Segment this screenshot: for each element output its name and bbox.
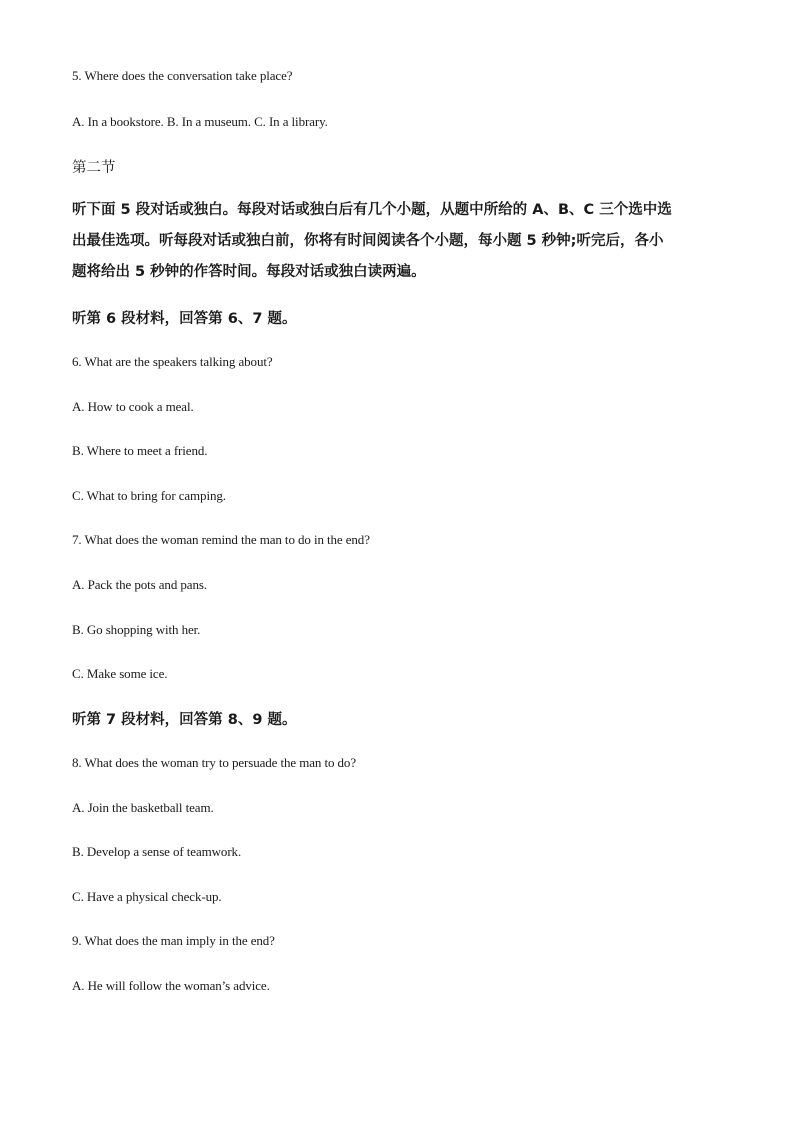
question-8-option-b: B. Develop a sense of teamwork. [72,844,242,859]
question-6-option-b: B. Where to meet a friend. [72,443,208,458]
question-8-option-c: C. Have a physical check-up. [72,889,222,904]
instruction-line: 听下面 5 段对话或独白。每段对话或独白后有几个小题，从题中所给的 A、B、C 三个选中选 [72,202,672,218]
section-title: 第二节 [72,160,116,176]
question-7-option-c: C. Make some ice. [72,666,168,681]
question-7-option-b: B. Go shopping with her. [72,622,201,637]
question-5: 5. Where does the conversation take place? [72,68,293,83]
question-6-option-c: C. What to bring for camping. [72,488,226,503]
group-6-heading: 听第 6 段材料，回答第 6、7 题。 [72,311,297,327]
question-5-options: A. In a bookstore. B. In a museum. C. In a library. [72,114,328,129]
question-6-option-a: A. How to cook a meal. [72,399,194,414]
instruction-line: 出最佳选项。听每段对话或独白前，你将有时间阅读各个小题，每小题 5 秒钟;听完后，各小 [72,233,664,249]
instruction-line: 题将给出 5 秒钟的作答时间。每段对话或独白读两遍。 [72,264,426,280]
section-instructions [72,195,724,288]
question-8: 8. What does the woman try to persuade the man to do? [72,755,356,770]
question-9: 9. What does the man imply in the end? [72,933,275,948]
question-6: 6. What are the speakers talking about? [72,354,273,369]
question-9-option-a: A. He will follow the woman’s advice. [72,978,270,993]
group-7-heading: 听第 7 段材料，回答第 8、9 题。 [72,712,297,728]
question-8-option-a: A. Join the basketball team. [72,800,214,815]
question-7: 7. What does the woman remind the man to do in the end? [72,532,370,547]
question-7-option-a: A. Pack the pots and pans. [72,577,207,592]
